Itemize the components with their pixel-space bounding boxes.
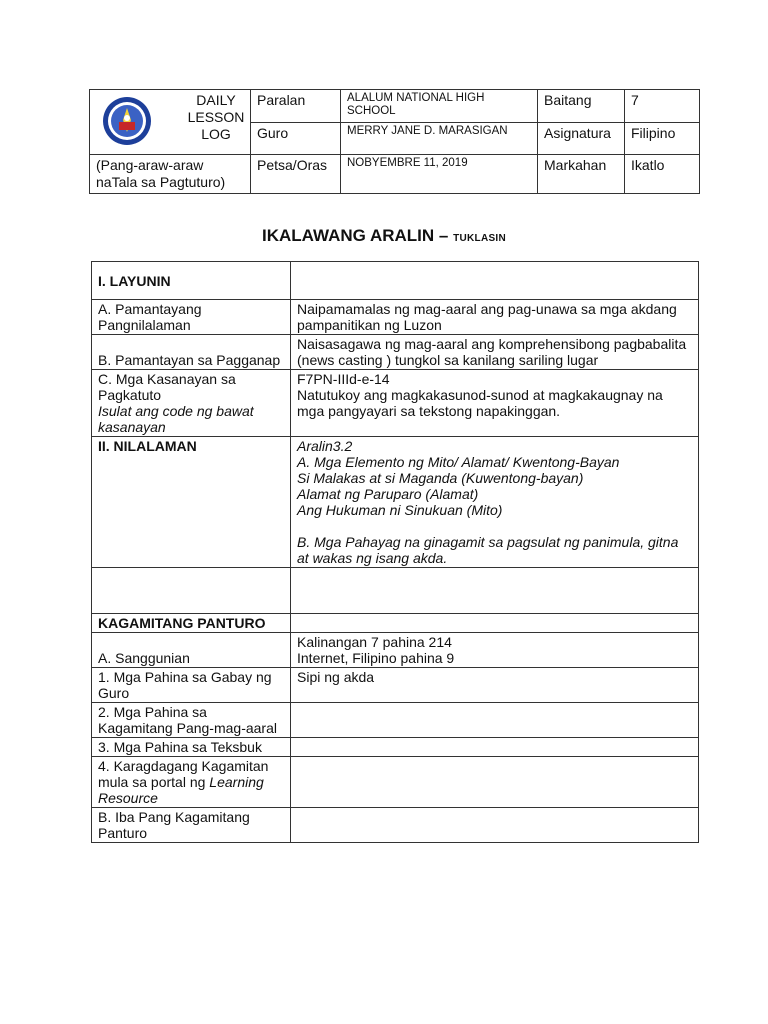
kasanayan-note: Isulat ang code ng bawat kasanayan <box>98 403 254 435</box>
pang-mag-aaral-label: 2. Mga Pahina sa Kagamitang Pang-mag-aaral <box>92 703 291 738</box>
sanggunian-label: A. Sanggunian <box>92 633 291 668</box>
empty-cell <box>92 568 291 614</box>
nilalaman-line-3: Si Malakas at si Maganda (Kuwentong-bayan) <box>297 470 584 486</box>
iba-pang-label: B. Iba Pang Kagamitang Panturo <box>92 808 291 843</box>
karagdagang-label <box>92 757 291 808</box>
nilalaman-line-2: A. Mga Elemento ng Mito/ Alamat/ Kwentong-Bayan <box>297 454 620 470</box>
log-label: LOG <box>201 126 231 142</box>
lesson-table <box>91 261 699 843</box>
table-row <box>92 738 699 757</box>
daily-label: DAILY <box>196 92 236 108</box>
gabay-guro-label: 1. Mga Pahina sa Gabay ng Guro <box>92 668 291 703</box>
pamantayan-sa-pagganap-value: Naisasagawa ng mag-aaral ang komprehensibong pagbabalita (news casting ) tungkol sa kanilang sariling lugar <box>291 335 699 370</box>
petsa-value: NOBYEMBRE 11, 2019 <box>341 155 538 194</box>
gabay-guro-value: Sipi ng akda <box>291 668 699 703</box>
table-row <box>92 262 699 300</box>
nilalaman-line-1: Aralin3.2 <box>297 438 353 454</box>
kasanayan-label: C. Mga Kasanayan sa Pagkatuto <box>98 371 236 403</box>
petsa-label: Petsa/Oras <box>251 155 341 194</box>
lesson-title <box>0 226 768 246</box>
pang-araw-araw-label <box>90 155 251 194</box>
table-row <box>92 370 699 437</box>
pang-line-2: naTala sa Pagtuturo) <box>96 174 226 190</box>
table-row <box>92 703 699 738</box>
pamantayan-sa-pagganap-label: B. Pamantayan sa Pagganap <box>92 335 291 370</box>
sanggunian-line-1: Kalinangan 7 pahina 214 <box>297 634 452 650</box>
daily-lesson-log-title <box>176 92 256 143</box>
lesson-label: LESSON <box>187 109 245 125</box>
nilalaman-value-cell <box>291 437 699 568</box>
sanggunian-value-cell <box>291 633 699 668</box>
logo-cell <box>90 90 251 155</box>
paralan-label: Paralan <box>251 90 341 123</box>
table-row <box>92 437 699 568</box>
table-row <box>92 633 699 668</box>
table-row <box>92 300 699 335</box>
kagamitang-panturo-label: KAGAMITANG PANTURO <box>92 614 291 633</box>
table-row <box>92 568 699 614</box>
kasanayan-label-cell <box>92 370 291 437</box>
paralan-value: ALALUM NATIONAL HIGH SCHOOL <box>341 90 538 123</box>
asignatura-label: Asignatura <box>538 123 625 155</box>
header-table <box>89 89 700 194</box>
table-row <box>92 808 699 843</box>
karagdagang-label-text: 4. Karagdagang Kagamitan mula sa portal ng <box>98 758 269 790</box>
table-row <box>92 335 699 370</box>
table-row <box>92 614 699 633</box>
sanggunian-line-2: Internet, Filipino pahina 9 <box>297 650 455 666</box>
guro-label: Guro <box>251 123 341 155</box>
lesson-title-main: IKALAWANG ARALIN – <box>261 226 449 245</box>
learning-resource-text: Learning Resource <box>98 774 264 806</box>
nilalaman-line-6: B. Mga Pahayag na ginagamit sa pagsulat ng panimula, gitna at wakas ng isang akda. <box>297 534 679 566</box>
nilalaman-label: II. NILALAMAN <box>92 437 291 568</box>
lesson-title-sub: TUKLASIN <box>453 233 507 244</box>
markahan-label: Markahan <box>538 155 625 194</box>
markahan-value: Ikatlo <box>625 155 700 194</box>
kasanayan-value-cell <box>291 370 699 437</box>
nilalaman-line-4: Alamat ng Paruparo (Alamat) <box>297 486 479 502</box>
table-row <box>92 668 699 703</box>
kasanayan-code: F7PN-IIId-e-14 <box>297 371 390 387</box>
teksbuk-value <box>291 738 699 757</box>
kagamitang-panturo-value <box>291 614 699 633</box>
iba-pang-value <box>291 808 699 843</box>
table-row <box>92 757 699 808</box>
deped-seal-icon <box>102 96 152 146</box>
layunin-value <box>291 262 699 300</box>
nilalaman-line-5: Ang Hukuman ni Sinukuan (Mito) <box>297 502 503 518</box>
guro-value: MERRY JANE D. MARASIGAN <box>341 123 538 155</box>
baitang-label: Baitang <box>538 90 625 123</box>
pamantayang-pangnilalaman-label: A. Pamantayang Pangnilalaman <box>92 300 291 335</box>
layunin-label: I. LAYUNIN <box>92 262 291 300</box>
asignatura-value: Filipino <box>625 123 700 155</box>
kasanayan-value: Natutukoy ang magkakasunod-sunod at magkakaugnay na mga pangyayari sa tekstong napakinggan. <box>297 387 663 419</box>
pamantayang-pangnilalaman-value: Naipamamalas ng mag-aaral ang pag-unawa sa mga akdang pampanitikan ng Luzon <box>291 300 699 335</box>
pang-mag-aaral-value <box>291 703 699 738</box>
empty-cell <box>291 568 699 614</box>
pang-line-1: (Pang-araw-araw <box>96 157 204 173</box>
baitang-value: 7 <box>625 90 700 123</box>
karagdagang-value <box>291 757 699 808</box>
teksbuk-label: 3. Mga Pahina sa Teksbuk <box>92 738 291 757</box>
